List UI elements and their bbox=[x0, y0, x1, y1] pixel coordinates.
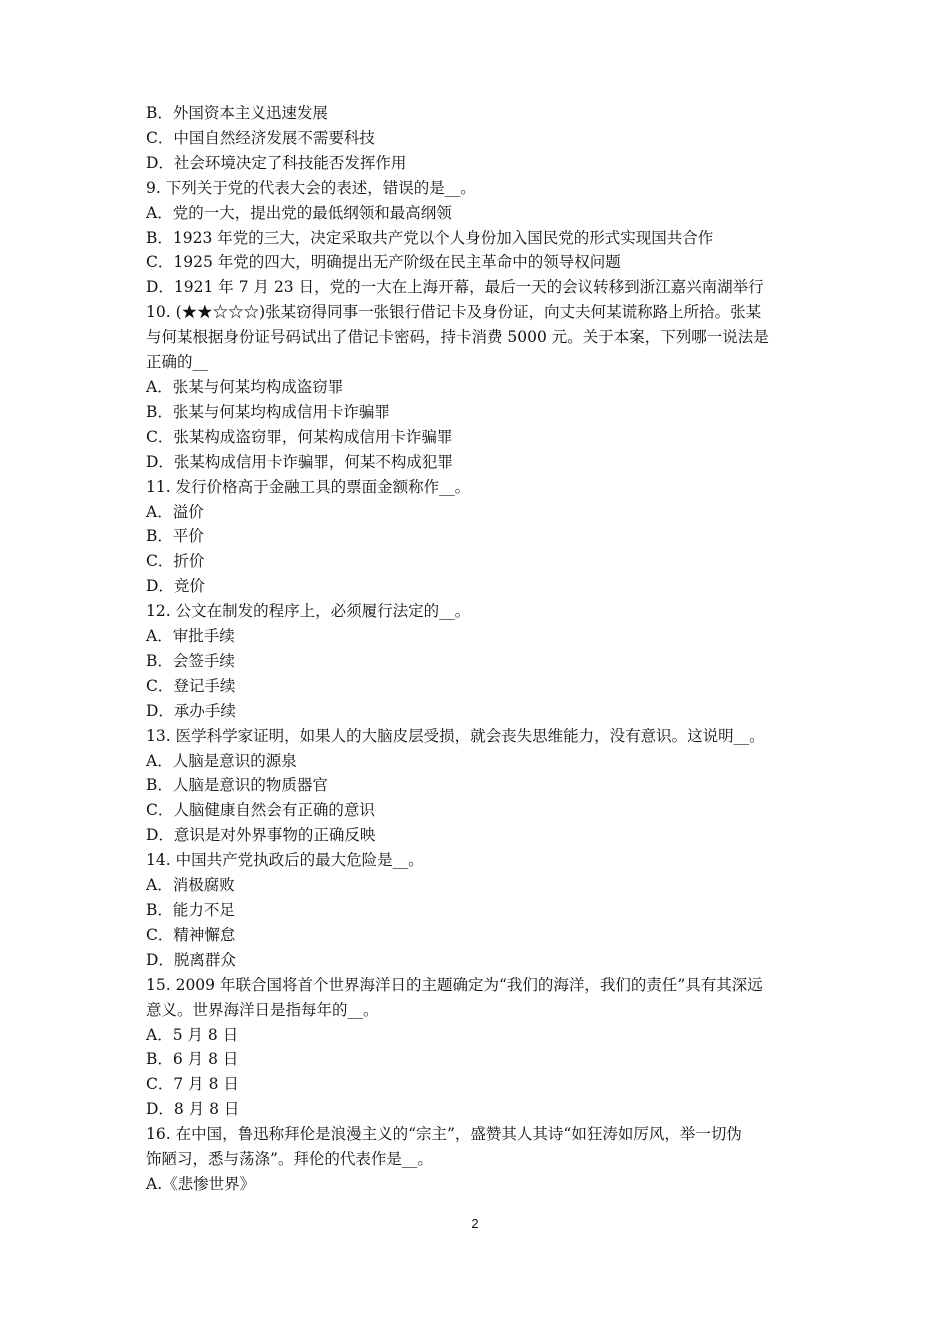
option-line: C．精神懈怠 bbox=[146, 925, 236, 944]
option-line: B．张某与何某均构成信用卡诈骗罪 bbox=[146, 402, 390, 421]
option-line: D．张某构成信用卡诈骗罪，何某不构成犯罪 bbox=[146, 452, 453, 471]
option-line: C．7 月 8 日 bbox=[146, 1075, 239, 1094]
page-number: 2 bbox=[471, 1216, 479, 1231]
option-line: A．党的一大，提出党的最低纲领和最高纲领 bbox=[146, 203, 452, 222]
option-line: C．中国自然经济发展不需要科技 bbox=[146, 128, 375, 147]
question-line: 9. 下列关于党的代表大会的表述，错误的是__。 bbox=[146, 178, 476, 197]
option-line: B．能力不足 bbox=[146, 901, 235, 919]
question-line: 意义。世界海洋日是指每年的__。 bbox=[146, 1000, 379, 1019]
question-line: 13. 医学科学家证明，如果人的大脑皮层受损，就会丧失思维能力，没有意识。这说明__。 bbox=[146, 726, 765, 745]
question-line: 11. 发行价格高于金融工具的票面金额称作__。 bbox=[146, 477, 471, 496]
option-line: B．平价 bbox=[146, 527, 204, 546]
question-line: 14. 中国共产党执政后的最大危险是__。 bbox=[146, 851, 424, 870]
option-line: C．折价 bbox=[146, 552, 205, 571]
question-line: 16. 在中国，鲁迅称拜伦是浪漫主义的“宗主”，盛赞其人其诗“如狂涛如厉风，举一切伪 bbox=[146, 1125, 742, 1144]
option-line: A．5 月 8 日 bbox=[146, 1025, 239, 1044]
option-line: D．社会环境决定了科技能否发挥作用 bbox=[146, 153, 407, 172]
option-line: C．人脑健康自然会有正确的意识 bbox=[146, 801, 375, 820]
option-line: C．1925 年党的四大，明确提出无产阶级在民主革命中的领导权问题 bbox=[146, 253, 621, 272]
option-line: D．意识是对外界事物的正确反映 bbox=[146, 826, 376, 845]
option-line: D．8 月 8 日 bbox=[146, 1100, 240, 1119]
option-line: A．人脑是意识的源泉 bbox=[146, 751, 297, 770]
option-line: D．竞价 bbox=[146, 577, 205, 596]
option-line: C．登记手续 bbox=[146, 676, 236, 695]
option-line: D．脱离群众 bbox=[146, 950, 236, 969]
option-line: A.《悲惨世界》 bbox=[146, 1174, 256, 1193]
option-line: D．承办手续 bbox=[146, 701, 236, 720]
question-line: 饰陋习，悉与荡涤”。拜伦的代表作是__。 bbox=[146, 1150, 433, 1169]
option-line: A．消极腐败 bbox=[146, 876, 235, 895]
question-line: 10. (★★☆☆☆)张某窃得同事一张银行借记卡及身份证，向丈夫何某谎称路上所拾。张某 bbox=[146, 303, 762, 322]
question-line: 正确的__ bbox=[146, 353, 209, 372]
document-body bbox=[146, 101, 816, 1197]
option-line: A．审批手续 bbox=[146, 627, 235, 646]
option-line: B．6 月 8 日 bbox=[146, 1050, 239, 1069]
question-line: 12. 公文在制发的程序上，必须履行法定的__。 bbox=[146, 602, 471, 621]
option-line: A．溢价 bbox=[146, 502, 204, 521]
option-line: B．会签手续 bbox=[146, 651, 235, 670]
option-line: D．1921 年 7 月 23 日，党的一大在上海开幕，最后一天的会议转移到浙江嘉兴南湖举行 bbox=[146, 278, 764, 297]
option-line: C．张某构成盗窃罪，何某构成信用卡诈骗罪 bbox=[146, 427, 453, 446]
option-line: B．外国资本主义迅速发展 bbox=[146, 104, 328, 122]
option-line: B．1923 年党的三大，决定采取共产党以个人身份加入国民党的形式实现国共合作 bbox=[146, 228, 714, 247]
question-line: 15. 2009 年联合国将首个世界海洋日的主题确定为“我们的海洋，我们的责任”具有其深远 bbox=[146, 975, 763, 994]
question-line: 与何某根据身份证号码试出了借记卡密码，持卡消费 5000 元。关于本案，下列哪一说法是 bbox=[146, 328, 769, 347]
option-line: A．张某与何某均构成盗窃罪 bbox=[146, 377, 344, 396]
option-line: B．人脑是意识的物质器官 bbox=[146, 776, 328, 795]
